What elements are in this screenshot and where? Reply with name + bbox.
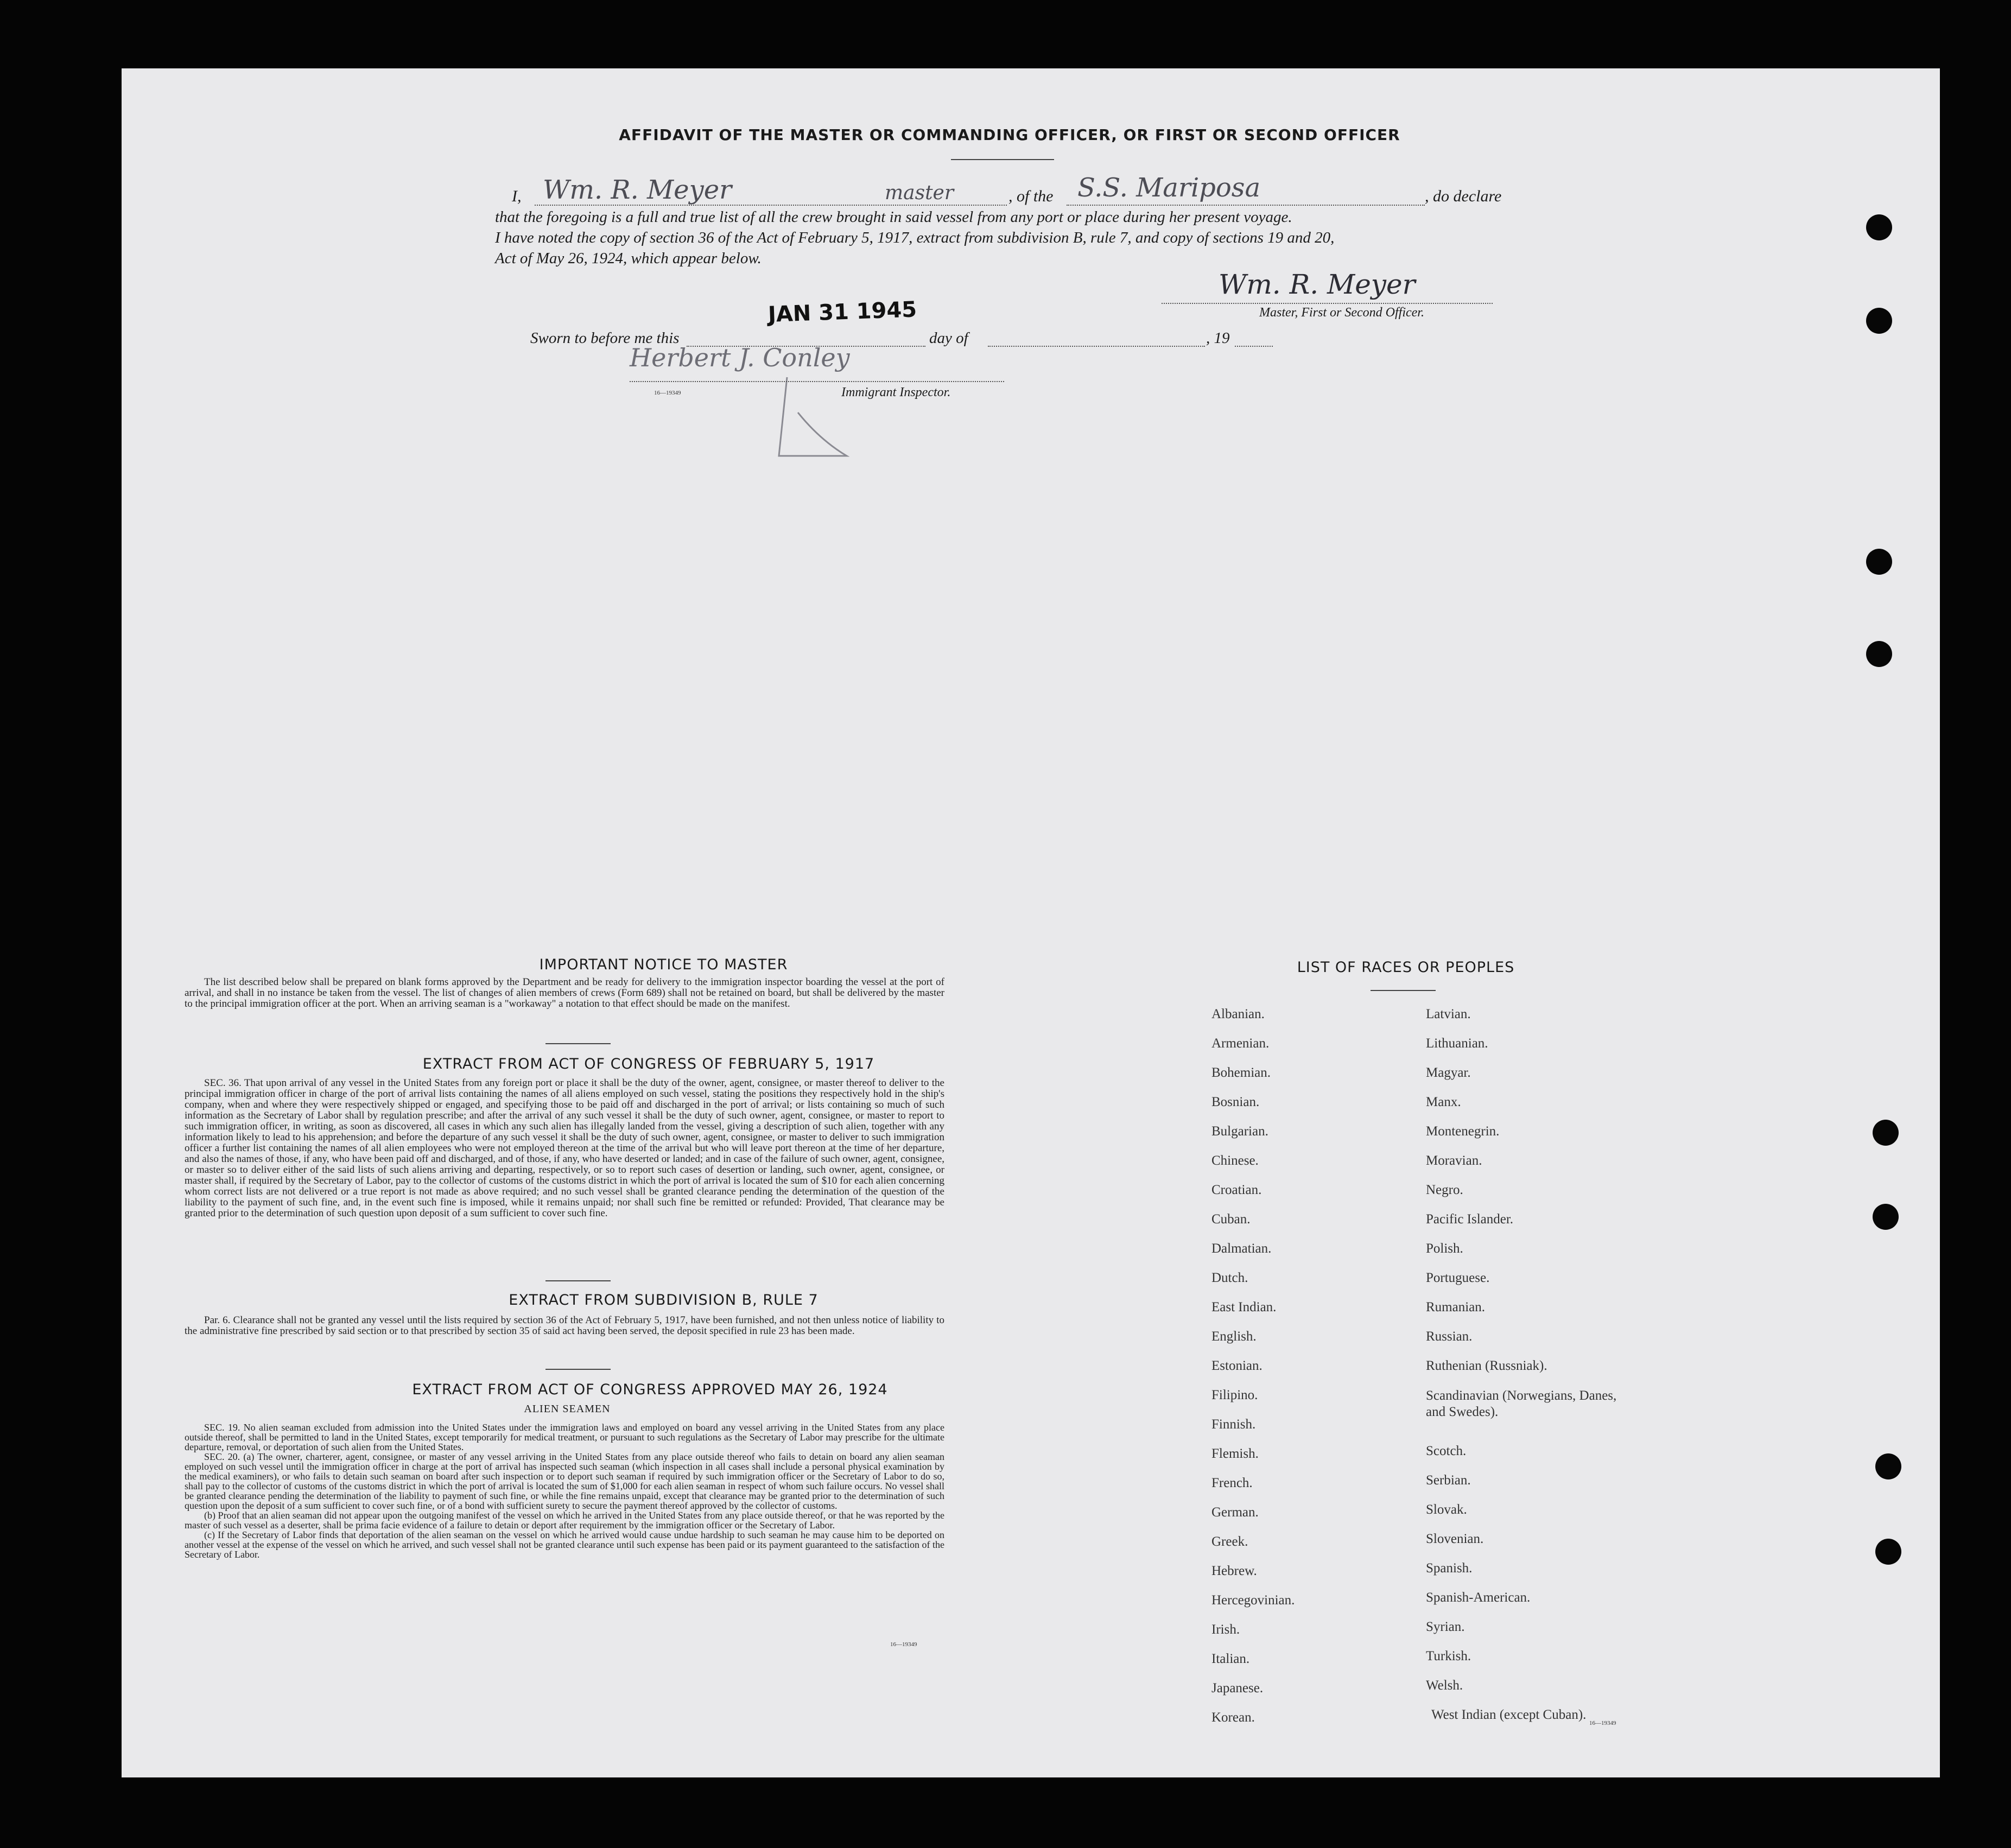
- do-declare-label: , do declare: [1425, 187, 1502, 205]
- race-left-item: Hercegovinian.: [1211, 1593, 1295, 1608]
- master-name-handwritten: Wm. R. Meyer: [543, 175, 732, 205]
- punch-hole: [1875, 1453, 1901, 1479]
- affidavit-form-number: 16—19349: [654, 390, 681, 396]
- section-19-paragraph: SEC. 19. No alien seaman excluded from admission into the United States under the immigration laws and employed on board any vessel arriving in the United States from any place outside thereof, shall be permitted to land in the United States, except temporarily for medical treatment, or pursuant to such regulations as the Secretary of Labor may prescribe for the ultimate departure, removal, or deportation of such alien from the United States.: [185, 1422, 944, 1452]
- race-right-item: Portuguese.: [1426, 1271, 1490, 1285]
- race-right-item: Turkish.: [1426, 1649, 1471, 1663]
- race-left-item: Armenian.: [1211, 1036, 1270, 1051]
- punch-hole: [1866, 308, 1892, 334]
- race-right-item: Latvian.: [1426, 1007, 1471, 1021]
- year-label: , 19: [1206, 329, 1230, 347]
- rank-handwritten: master: [885, 182, 954, 204]
- section-20c-paragraph: (c) If the Secretary of Labor finds that deportation of the alien seaman on the vessel on which he arrived would cause undue hardship to such seaman he may cause him to be deported on another vessel at the expense of the vessel on which he arrived, and such vessel shall not be granted clearance until such expense has been paid or its payment guaranteed to the satisfaction of the Secretary of Labor.: [185, 1529, 944, 1560]
- race-left-item: Dalmatian.: [1211, 1241, 1272, 1256]
- race-right-item: Negro.: [1426, 1183, 1463, 1197]
- rule-7-paragraph: Par. 6. Clearance shall not be granted any vessel until the lists required by section 36 of the Act of February 5, 1917, have been furnished, and not then unless notice of liability to the administrative fine prescribed by said section or to that prescribed by section 35 of said act having been served, the deposit specified in rule 23 has been made.: [185, 1314, 944, 1337]
- divider: [545, 1280, 611, 1281]
- sworn-label: Sworn to before me this: [530, 329, 680, 347]
- declaration-line-4: Act of May 26, 1924, which appear below.: [495, 250, 762, 267]
- race-right-item: Russian.: [1426, 1329, 1473, 1344]
- race-left-item: Croatian.: [1211, 1183, 1262, 1197]
- race-right-item: Rumanian.: [1426, 1300, 1486, 1314]
- punch-hole: [1866, 549, 1892, 575]
- race-left-item: Flemish.: [1211, 1446, 1259, 1461]
- race-right-item: Spanish-American.: [1426, 1590, 1531, 1605]
- divider: [545, 1369, 611, 1370]
- race-right-item: Scandinavian (Norwegians, Danes, and Swedes).: [1426, 1388, 1617, 1419]
- punch-hole: [1866, 214, 1892, 240]
- race-right-item: Moravian.: [1426, 1153, 1482, 1168]
- races-form-number: 16—19349: [1589, 1720, 1616, 1726]
- race-right-item: Syrian.: [1426, 1620, 1465, 1634]
- race-left-item: Bulgarian.: [1211, 1124, 1268, 1139]
- race-left-item: Italian.: [1211, 1652, 1250, 1666]
- race-right-item: Slovak.: [1426, 1502, 1467, 1517]
- race-right-item: Manx.: [1426, 1095, 1461, 1109]
- day-of-label: day of: [929, 329, 968, 347]
- race-left-item: Albanian.: [1211, 1007, 1265, 1021]
- race-left-item: Irish.: [1211, 1622, 1240, 1637]
- notice-text: [185, 977, 944, 1009]
- race-left-item: Finnish.: [1211, 1417, 1256, 1432]
- punch-hole: [1873, 1120, 1899, 1146]
- section-20a-paragraph: SEC. 20. (a) The owner, charterer, agent, consignee, or master of any vessel arriving in the United States from any place outside thereof who fails to detain on board any alien seaman employed on such vessel until the immigration officer in charge at the port of arrival has inspected such seaman (which inspection in all cases shall include a personal physical examination by the medical examiners), or who fails to detain such seaman on board after such inspection or to deport such seaman if required by such immigration officer or the Secretary of Labor to do so, shall pay to the collector of customs of the customs district in which the port of arrival is located the sum of $1,000 for each alien seaman in respect of whom such failure occurs. No vessel shall be granted clearance pending the determination of the liability to payment of such fine, or while the fine remains unpaid, except that clearance may be granted prior to the determination of such question upon the deposit of a sum sufficient to cover such fine, or of a bond with sufficient surety to secure the payment thereof approved by the collector of customs.: [185, 1451, 944, 1511]
- punch-hole: [1875, 1539, 1901, 1565]
- notice-paragraph: The list described below shall be prepared on blank forms approved by the Department and be ready for delivery to the immigration inspector boarding the vessel at the port of arrival, and shall in no instance be taken from the vessel. The list of changes of alien members of crews (Form 689) shall not be retained on board, but shall be delivered by the master to the principal immigration officer at the port. When an arriving seaman is a "workaway" a notation to that effect should be made on the manifest.: [185, 976, 944, 1009]
- race-left-item: Cuban.: [1211, 1212, 1251, 1227]
- race-left-item: Dutch.: [1211, 1271, 1248, 1285]
- race-right-item: Montenegrin.: [1426, 1124, 1500, 1139]
- race-left-item: Bohemian.: [1211, 1065, 1271, 1080]
- extract-1924-text: [185, 1422, 944, 1559]
- vessel-field-line: [1067, 205, 1425, 206]
- divider: [545, 1043, 611, 1044]
- punch-hole: [1873, 1204, 1899, 1230]
- race-right-item: Magyar.: [1426, 1065, 1471, 1080]
- extract-1917-title: EXTRACT FROM ACT OF CONGRESS OF FEBRUARY 5, 1917: [422, 1056, 875, 1072]
- race-left-item: English.: [1211, 1329, 1257, 1344]
- race-right-item: Scotch.: [1426, 1444, 1467, 1458]
- races-title: LIST OF RACES OR PEOPLES: [1297, 959, 1515, 976]
- signature-line: [1162, 303, 1493, 304]
- extract-1924-title: EXTRACT FROM ACT OF CONGRESS APPROVED MAY 26, 1924: [412, 1381, 888, 1398]
- inspector-caption: Immigrant Inspector.: [841, 385, 951, 399]
- race-right-item: Serbian.: [1426, 1473, 1471, 1488]
- race-right-item: Polish.: [1426, 1241, 1463, 1256]
- date-stamp: JAN 31 1945: [767, 297, 917, 327]
- divider: [1371, 990, 1436, 991]
- extract-1917-text: [185, 1078, 944, 1219]
- race-right-item: Welsh.: [1426, 1678, 1463, 1693]
- of-the-label: , of the: [1008, 187, 1054, 205]
- race-left-item: French.: [1211, 1476, 1253, 1490]
- section-36-paragraph: SEC. 36. That upon arrival of any vessel in the United States from any foreign port or place it shall be the duty of the owner, agent, consignee, or master thereof to deliver to the principal immigration officer in charge of the port of arrival lists containing the names of all aliens employed on such vessel, stating the positions they respectively hold in the ship's company, when and where they were respectively shipped or engaged, and specifying those to be paid off and discharged in the port of arrival; or lists containing so much of such information as the Secretary of Labor shall by regulation prescribe; and after the arrival of any such vessel it shall be the duty of such owner, agent, consignee, or master to report to such immigration officer, in writing, as soon as discovered, all cases in which any such alien has illegally landed from the vessel, giving a description of such alien, together with any information likely to lead to his apprehension; and before the departure of any such vessel it shall be the duty of such owner, agent, consignee, or master to deliver to such immigration officer a further list containing the names of all alien employees who were not employed thereon at the time of the arrival but who will leave port thereon at the time of her departure, and also the names of those, if any, who have been paid off and discharged, and of those, if any, who have deserted or landed; and in case of the failure of such owner, agent, consignee, or master so to deliver either of the said lists of such aliens arriving and departing, respectively, or so to report such cases of desertion or landing, such owner, agent, consignee, or master shall, if required by the Secretary of Labor, pay to the collector of customs of the customs district in which the port of arrival is located the sum of $10 for each alien concerning whom correct lists are not delivered or a true report is not made as above required; and no such vessel shall be granted clearance pending the determination of the question of the liability to the payment of such fine, and, in the event such fine is imposed, while it remains unpaid; nor shall such fine be remitted or refunded: Provided, That clearance may be granted prior to the determination of such question upon deposit of a sum sufficient to cover such fine.: [185, 1077, 944, 1219]
- race-left-item: East Indian.: [1211, 1300, 1277, 1314]
- extract-form-number: 16—19349: [890, 1641, 917, 1648]
- year-line: [1235, 346, 1273, 347]
- race-right-item: West Indian (except Cuban).: [1431, 1707, 1587, 1722]
- race-right-item: Ruthenian (Russniak).: [1426, 1358, 1547, 1373]
- day-of-line: [988, 346, 1205, 347]
- signature-caption: Master, First or Second Officer.: [1259, 306, 1424, 320]
- notice-title: IMPORTANT NOTICE TO MASTER: [539, 956, 788, 973]
- race-right-item: Slovenian.: [1426, 1532, 1484, 1546]
- race-left-item: Chinese.: [1211, 1153, 1259, 1168]
- alien-seamen-subtitle: ALIEN SEAMEN: [524, 1403, 611, 1415]
- punch-hole: [1866, 641, 1892, 667]
- race-right-item: Lithuanian.: [1426, 1036, 1488, 1051]
- race-left-item: Greek.: [1211, 1534, 1248, 1549]
- race-left-item: Estonian.: [1211, 1358, 1263, 1373]
- inspector-flourish: [776, 374, 852, 461]
- inspector-line: [630, 381, 1004, 382]
- race-left-item: Korean.: [1211, 1710, 1255, 1725]
- master-signature: Wm. R. Meyer: [1219, 269, 1416, 300]
- section-20b-paragraph: (b) Proof that an alien seaman did not appear upon the outgoing manifest of the vessel on which he arrived in the United States from any place outside thereof, or that he was reported by the master of such vessel as a deserter, shall be prima facie evidence of a failure to detain or deport after requirement by the immigration officer or the Secretary of Labor.: [185, 1510, 944, 1531]
- subdivision-text: [185, 1315, 944, 1337]
- race-right-item: Spanish.: [1426, 1561, 1473, 1576]
- race-left-item: Hebrew.: [1211, 1564, 1257, 1578]
- race-left-item: Filipino.: [1211, 1388, 1258, 1402]
- declaration-line-3: I have noted the copy of section 36 of the Act of February 5, 1917, extract from subdivision B, rule 7, and copy of sections 19 and 20,: [495, 229, 1335, 246]
- declaration-i: I,: [512, 187, 522, 205]
- subdivision-title: EXTRACT FROM SUBDIVISION B, RULE 7: [509, 1292, 819, 1309]
- declaration-line-2: that the foregoing is a full and true list of all the crew brought in said vessel from any port or place during her present voyage.: [495, 208, 1292, 226]
- race-left-item: Bosnian.: [1211, 1095, 1260, 1109]
- race-left-item: Japanese.: [1211, 1681, 1264, 1695]
- affidavit-title: AFFIDAVIT OF THE MASTER OR COMMANDING OFFICER, OR FIRST OR SECOND OFFICER: [619, 126, 1400, 144]
- divider: [951, 159, 1054, 160]
- race-left-item: German.: [1211, 1505, 1259, 1520]
- vessel-name-handwritten: S.S. Mariposa: [1077, 173, 1261, 203]
- inspector-signature: Herbert J. Conley: [630, 343, 850, 372]
- race-right-item: Pacific Islander.: [1426, 1212, 1514, 1227]
